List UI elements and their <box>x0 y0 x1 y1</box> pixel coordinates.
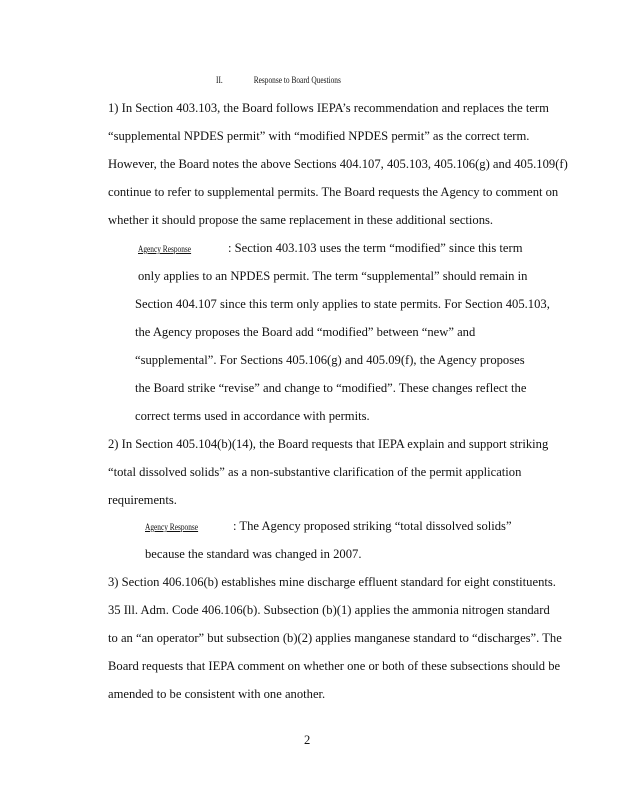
question-2-line: 2) In Section 405.104(b)(14), the Board requests that IEPA explain and support striking <box>108 437 549 451</box>
response-1-line: : Section 403.103 uses the term “modified” since this term <box>228 241 523 255</box>
section-number: II. <box>216 75 223 85</box>
question-3-line: 3) Section 406.106(b) establishes mine discharge effluent standard for eight constituents. <box>108 575 556 589</box>
question-3-line: amended to be consistent with one another. <box>108 687 326 701</box>
agency-response-label: Agency Response <box>145 522 199 532</box>
question-1-line: “supplemental NPDES permit” with “modified NPDES permit” as the correct term. <box>108 129 530 143</box>
response-1-line: correct terms used in accordance with permits. <box>135 409 370 423</box>
agency-response-label: Agency Response <box>138 244 192 254</box>
question-2-line: requirements. <box>108 493 177 507</box>
response-1-line: “supplemental”. For Sections 405.106(g) and 405.09(f), the Agency proposes <box>135 353 525 367</box>
question-1-line: However, the Board notes the above Sections 404.107, 405.103, 405.106(g) and 405.109(f) <box>108 157 568 171</box>
question-1-line: whether it should propose the same replacement in these additional sections. <box>108 213 494 227</box>
question-1-line: 1) In Section 403.103, the Board follows IEPA’s recommendation and replaces the term <box>108 101 549 115</box>
question-3-line: to an “an operator” but subsection (b)(2) applies manganese standard to “discharges”. The <box>108 631 562 645</box>
response-1-first-line <box>138 240 523 257</box>
question-1-line: continue to refer to supplemental permits. The Board requests the Agency to comment on <box>108 185 559 199</box>
response-2-line: : The Agency proposed striking “total dissolved solids” <box>233 519 512 533</box>
response-2-first-line <box>145 518 512 535</box>
response-1-line: the Board strike “revise” and change to “modified”. These changes reflect the <box>135 381 527 395</box>
response-1-line: Section 404.107 since this term only applies to state permits. For Section 405.103, <box>135 297 550 311</box>
question-2-line: “total dissolved solids” as a non-substantive clarification of the permit application <box>108 465 522 479</box>
response-1-line: the Agency proposes the Board add “modified” between “new” and <box>135 325 476 339</box>
response-2-line: because the standard was changed in 2007. <box>145 547 362 561</box>
response-1-line: only applies to an NPDES permit. The term “supplemental” should remain in <box>138 269 528 283</box>
question-3-line: Board requests that IEPA comment on whether one or both of these subsections should be <box>108 659 561 673</box>
question-3-line: 35 Ill. Adm. Code 406.106(b). Subsection (b)(1) applies the ammonia nitrogen standard <box>108 603 550 617</box>
page-number: 2 <box>304 733 311 747</box>
section-heading <box>216 74 341 86</box>
section-title: Response to Board Questions <box>253 75 341 85</box>
